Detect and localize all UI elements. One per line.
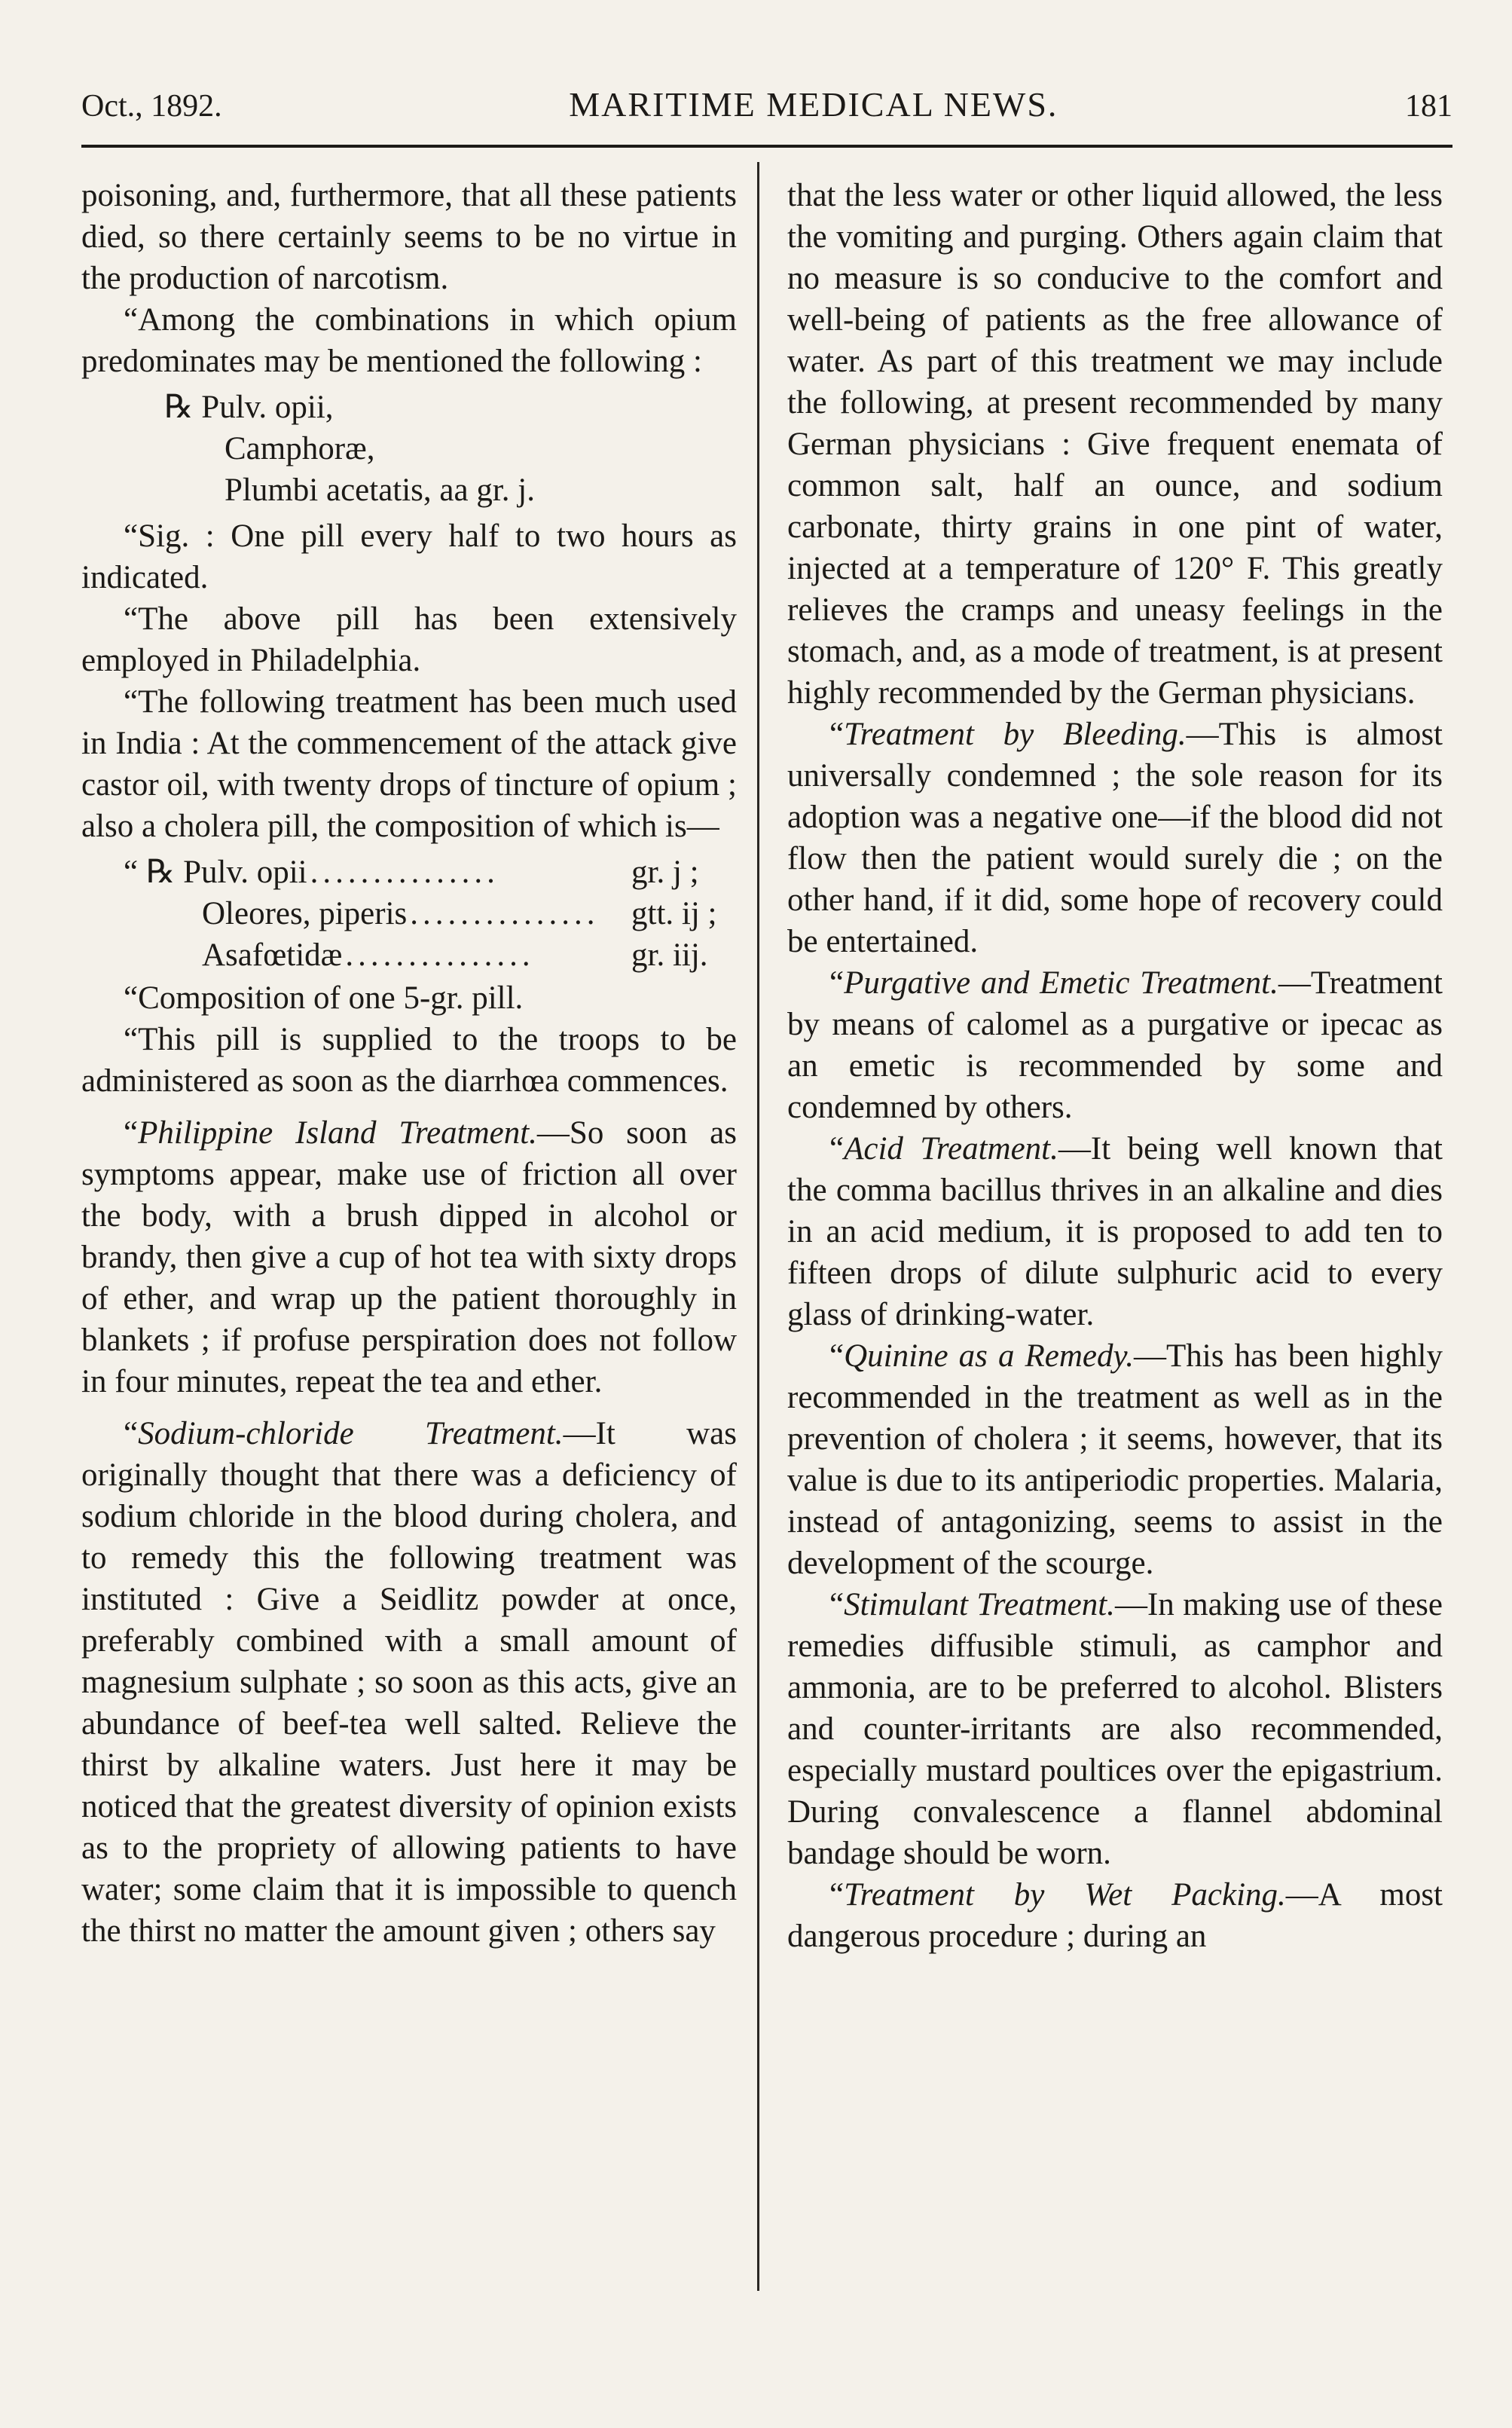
section-heading: Sodium-chloride Treatment. <box>138 1416 564 1451</box>
paragraph-body: —It was originally thought that there was a deficiency of sodium chloride in the blood during cholera, and to remedy this the following treatment was instituted : Give a Seidlitz powder at once, preferably combined with a small amount of magnesium sulphate ; so soon as this acts, give an abundance of beef-tea well salted. Relieve the thirst by alkaline waters. Just here it may be noticed that the greatest diversity of opinion exists as to the propriety of allowing patients to have water; some claim that it is impossible to quench the thirst no matter the amount given ; others say <box>81 1416 737 1949</box>
column-divider <box>757 162 759 2291</box>
section-heading: Treatment by Wet Packing. <box>844 1877 1286 1913</box>
paragraph: poisoning, and, furthermore, that all these patients died, so there certainly seems to be no virtue in the production of narcotism. <box>81 178 737 296</box>
section-heading: Treatment by Bleeding. <box>844 717 1187 752</box>
page-number: 181 <box>1405 89 1452 124</box>
paragraph: “The above pill has been extensively employed in Philadelphia. <box>81 601 737 678</box>
open-quote: “ <box>124 1115 139 1151</box>
prescription <box>81 387 737 511</box>
ingredient-dose: gr. j ; <box>631 855 699 890</box>
issue-date: Oct., 1892. <box>81 89 222 124</box>
ingredient-name: Asafœtidæ <box>202 937 343 973</box>
paragraph <box>81 1112 737 1402</box>
paragraph-body: —It being well known that the comma bacillus thrives in an alkaline and dies in an acid medium, it is proposed to add ten to fifteen drops of dilute sulphuric acid to every glass of drinking-water. <box>787 1131 1443 1332</box>
ingredient-name: Oleores, piperis <box>202 896 408 931</box>
paragraph: “Among the combinations in which opium predominates may be mentioned the following : <box>81 302 737 379</box>
leader-dots: ............... <box>310 855 499 890</box>
section-heading: Acid Treatment. <box>844 1131 1058 1167</box>
ingredient-dose: gr. iij. <box>631 937 708 973</box>
paragraph-body: —A most dangerous procedure ; during an <box>787 1877 1443 1954</box>
ingredient-dose: gtt. ij ; <box>631 896 717 931</box>
paragraph-body: —Treatment by means of calomel as a purgative or ipecac as an emetic is recommended by some and condemned by others. <box>787 965 1443 1125</box>
section-heading: Stimulant Treatment. <box>844 1587 1115 1622</box>
left-column <box>81 175 737 1952</box>
paragraph: “Sig. : One pill every half to two hours as indicated. <box>81 518 737 595</box>
formula-row <box>81 852 737 893</box>
prescription-line: ℞ Pulv. opii, <box>164 390 334 425</box>
paragraph <box>787 1874 1443 1957</box>
open-quote: “ <box>124 1416 139 1451</box>
paragraph-body: —This is almost universally condemned ; the sole reason for its adoption was a negative one—if the blood did not flow then the patient would surely die ; on the other hand, if it did, some hope of recovery could be entertained. <box>787 717 1443 959</box>
running-header <box>81 84 1452 137</box>
open-quote: “ <box>829 1587 845 1622</box>
paragraph <box>787 1128 1443 1335</box>
right-column <box>787 175 1443 1957</box>
section-heading: Purgative and Emetic Treatment. <box>844 965 1278 1001</box>
section-heading: Philippine Island Treatment. <box>138 1115 537 1151</box>
paragraph <box>787 1584 1443 1874</box>
paragraph <box>787 962 1443 1128</box>
section-heading: Quinine as a Remedy. <box>844 1338 1134 1374</box>
open-quote: “ <box>829 717 845 752</box>
paragraph <box>787 714 1443 962</box>
open-quote: “ <box>829 965 845 1001</box>
ingredient-name: “ ℞ Pulv. opii <box>124 855 307 890</box>
paragraph: that the less water or other liquid allowed, the less the vomiting and purging. Others again claim that no measure is so conducive to the comfort and well-being of patients as the free allowance of water. As part of this treatment we may include the following, at present recommended by many German physicians : Give frequent enemata of common salt, half an ounce, and sodium carbonate, thirty grains in one pint of water, injected at a temperature of 120° F. This greatly relieves the cramps and uneasy feelings in the stomach, and, as a mode of treatment, is at present highly recommended by the German physicians. <box>787 178 1443 711</box>
paragraph-body: —So soon as symptoms appear, make use of friction all over the body, with a brush dipped in alcohol or brandy, then give a cup of hot tea with sixty drops of ether, and wrap up the patient thoroughly in blankets ; if profuse perspiration does not follow in four minutes, repeat the tea and ether. <box>81 1115 737 1399</box>
prescription-line: Camphoræ, <box>225 431 375 466</box>
paragraph <box>81 1413 737 1952</box>
prescription-line: Plumbi acetatis, aa gr. j. <box>225 472 535 508</box>
journal-title: MARITIME MEDICAL NEWS. <box>569 85 1058 124</box>
paragraph: “The following treatment has been much used in India : At the commencement of the attack give castor oil, with twenty drops of tincture of opium ; also a cholera pill, the composition of which is— <box>81 684 737 844</box>
formula-row <box>81 893 737 934</box>
open-quote: “ <box>829 1131 845 1167</box>
leader-dots: ............... <box>345 937 535 973</box>
open-quote: “ <box>829 1338 845 1374</box>
formula-row <box>81 934 737 976</box>
paragraph-body: —In making use of these remedies diffusible stimuli, as camphor and ammonia, are to be preferred to alcohol. Blisters and counter-irritants are also recommended, especially mustard poultices over the epigastrium. During convalescence a flannel abdominal bandage should be worn. <box>787 1587 1443 1871</box>
paragraph: “Composition of one 5-gr. pill. <box>124 980 524 1016</box>
paragraph: “This pill is supplied to the troops to be administered as soon as the diarrhœa commences. <box>81 1022 737 1099</box>
leader-dots: ............... <box>410 896 600 931</box>
open-quote: “ <box>829 1877 845 1913</box>
header-rule <box>81 145 1452 148</box>
pill-formula <box>81 852 737 976</box>
paragraph <box>787 1335 1443 1584</box>
paragraph-body: —This has been highly recommended in the treatment as well as in the prevention of cholera ; it seems, however, that its value is due to its antiperiodic properties. Malaria, instead of antagonizing, seems to assist in the development of the scourge. <box>787 1338 1443 1581</box>
